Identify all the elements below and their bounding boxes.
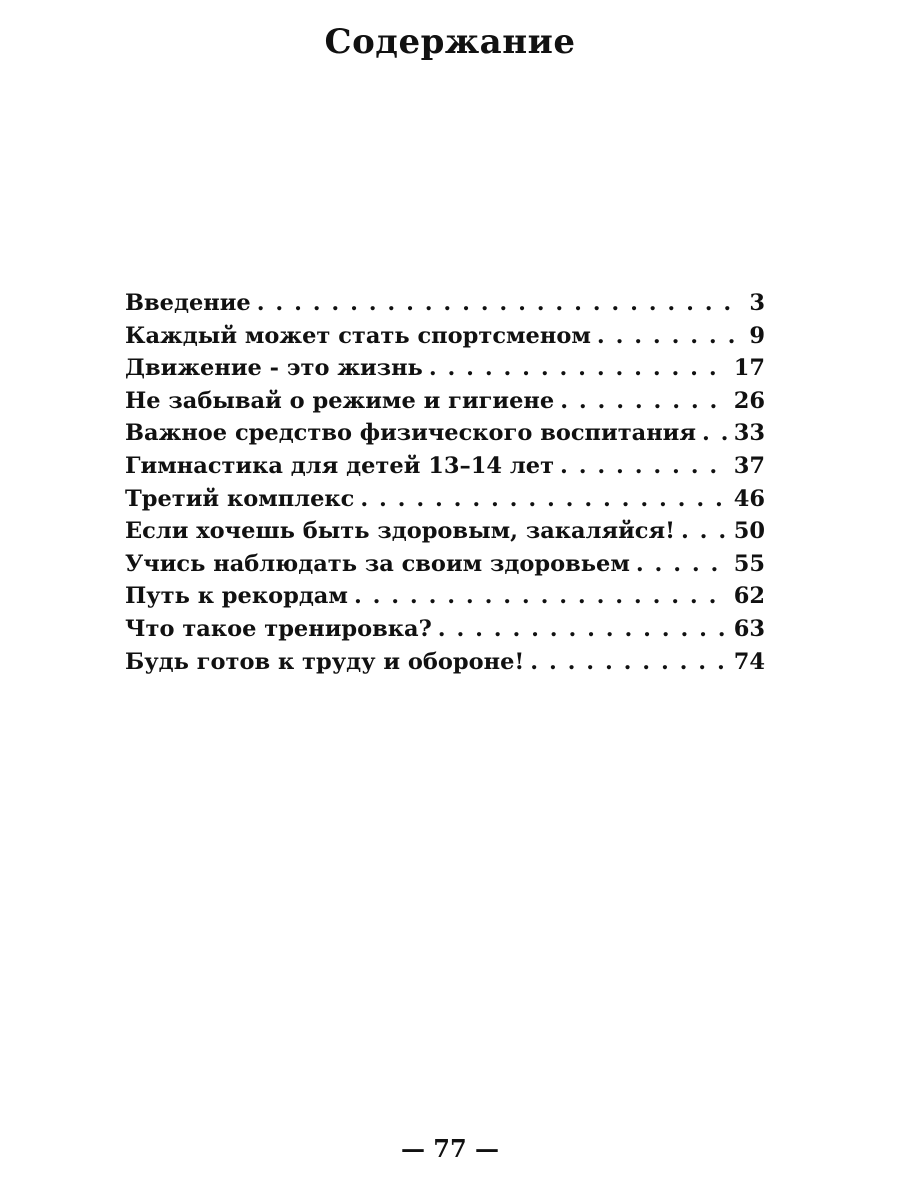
toc-entry-title: Путь к рекордам	[125, 583, 348, 610]
toc-entry-page: 55	[733, 550, 765, 577]
toc-entry[interactable]	[125, 453, 765, 486]
toc-entry-page: 9	[749, 322, 765, 349]
page-number: — 77 —	[400, 1134, 500, 1163]
toc-dot-leader	[636, 551, 728, 577]
toc-entry[interactable]	[125, 616, 765, 649]
toc-entry-title: Учись наблюдать за своим здоровьем	[125, 550, 630, 577]
toc-entry[interactable]	[125, 649, 765, 682]
toc-dot-leader	[681, 518, 728, 544]
toc-entry-page: 26	[733, 387, 765, 414]
toc-entry-title: Будь готов к труду и обороне!	[125, 648, 525, 675]
toc-entry-page: 3	[749, 290, 765, 316]
toc-entry-page: 62	[733, 583, 765, 610]
toc-entry[interactable]	[125, 551, 765, 584]
toc-entry-title: Гимнастика для детей 13–14 лет	[125, 452, 555, 479]
toc-entry[interactable]	[125, 583, 765, 616]
page-title: Содержание	[324, 22, 576, 62]
toc-dot-leader	[530, 649, 727, 675]
toc-entry-title: Что такое тренировка?	[125, 615, 432, 642]
toc-entry-page: 37	[733, 452, 765, 479]
toc-entry-title: Если хочешь быть здоровым, закаляйся!	[125, 518, 675, 545]
toc-entry-title: Важное средство физического воспитания	[125, 420, 696, 447]
toc-entry[interactable]	[125, 518, 765, 551]
toc-entry[interactable]	[125, 486, 765, 519]
toc-entry[interactable]	[125, 388, 765, 421]
toc-entry-title: Не забывай о режиме и гигиене	[125, 387, 555, 414]
toc-dot-leader	[429, 355, 728, 381]
toc-dot-leader	[702, 420, 728, 446]
toc-dot-leader	[360, 486, 727, 512]
toc-entry[interactable]	[125, 420, 765, 453]
toc-dot-leader	[597, 323, 743, 349]
toc-entry[interactable]	[125, 355, 765, 388]
toc-entry-title: Введение	[125, 290, 251, 316]
toc-dot-leader	[354, 583, 728, 609]
toc-entry[interactable]	[125, 323, 765, 356]
toc-entry-page: 33	[733, 420, 765, 447]
toc-entry[interactable]	[125, 290, 765, 323]
table-of-contents	[125, 290, 765, 681]
toc-dot-leader	[560, 453, 728, 479]
toc-dot-leader	[438, 616, 728, 642]
toc-entry-page: 17	[733, 355, 765, 382]
toc-entry-page: 46	[733, 485, 765, 512]
toc-dot-leader	[257, 290, 744, 316]
toc-dot-leader	[560, 388, 727, 414]
toc-entry-page: 50	[733, 518, 765, 545]
toc-entry-title: Третий комплекс	[125, 485, 355, 512]
toc-entry-title: Каждый может стать спортсменом	[125, 322, 591, 349]
toc-entry-title: Движение - это жизнь	[125, 355, 423, 382]
toc-entry-page: 63	[733, 615, 765, 642]
toc-entry-page: 74	[733, 648, 765, 675]
